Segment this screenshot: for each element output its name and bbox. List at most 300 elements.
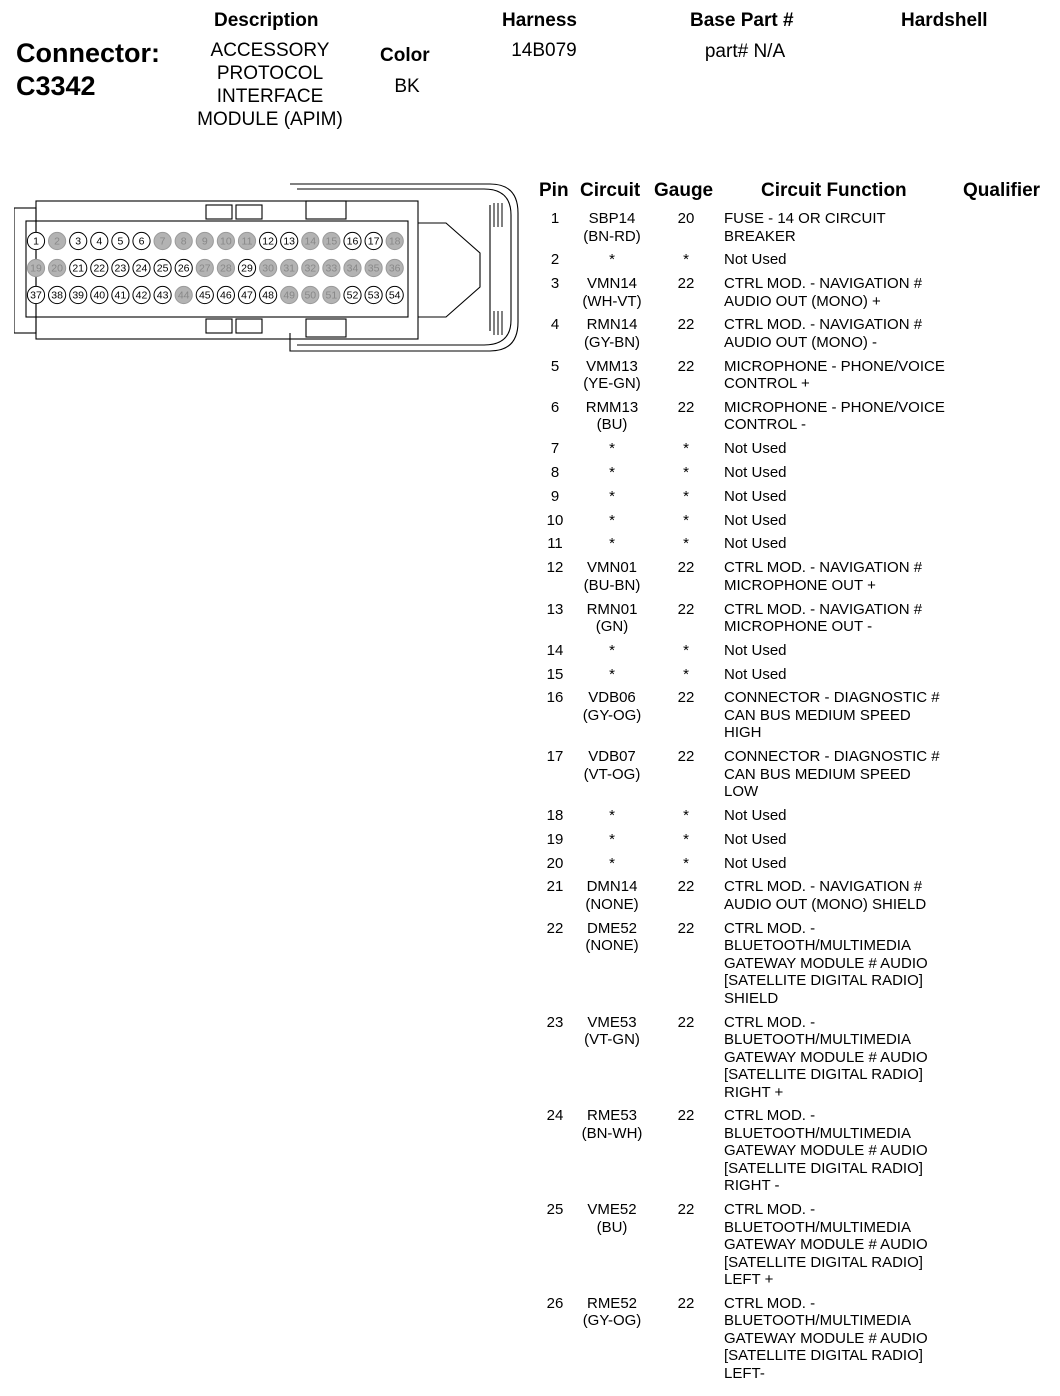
circuit-function: Not Used [724,251,787,269]
circuit-function: CTRL MOD. - NAVIGATION # AUDIO OUT (MONO) SHIELD [724,878,927,913]
circuit-function: CTRL MOD. - NAVIGATION # MICROPHONE OUT + [724,559,923,594]
pin-label: 9 [201,235,208,248]
pin-number: 15 [546,665,564,683]
gauge-cell: * [683,830,689,848]
wire-color: (BN-WH) [581,1124,643,1142]
bottom-slot [236,319,262,333]
pin-number: 1 [550,210,560,227]
pin-number: 19 [546,830,564,848]
gauge-cell: 22 [677,316,695,334]
pin-label: 11 [241,235,253,248]
gauge-cell: * [683,807,689,825]
gauge-cell: 22 [677,919,695,937]
table-row [536,210,1060,245]
wire-color: (GY-BN) [583,333,641,351]
table-row [536,440,1060,458]
connector-pin [302,286,319,303]
latch-wedge [418,223,480,317]
connector-pin [154,286,171,303]
gauge-cell: * [683,535,689,553]
connector-label: Connector: [16,38,160,68]
circuit-code: RMN01 [586,600,638,618]
gauge-cell: * [683,251,689,269]
pin-label: 19 [30,262,42,275]
circuit-code: * [609,854,615,872]
pin-label: 7 [159,235,166,248]
pin-label: 44 [177,289,190,302]
connector-pin [323,232,340,249]
circuit-code: RME52 [586,1294,638,1312]
pin-number: 10 [546,511,564,529]
circuit-cell [574,1295,650,1330]
circuit-function: CONNECTOR - DIAGNOSTIC # CAN BUS MEDIUM SPEED LOW [724,748,940,801]
connector-pin [154,259,171,276]
pin-label: 6 [138,235,145,248]
connector-pin [365,232,382,249]
gauge-cell: 22 [677,1107,695,1125]
base-part-header: Base Part # [690,10,794,31]
pin-label: 8 [180,235,187,248]
connector-pin [91,259,108,276]
circuit-function: Not Used [724,487,787,505]
base-part-value: part# N/A [704,41,786,62]
circuit-function: CTRL MOD. - BLUETOOTH/MULTIMEDIA GATEWAY MODULE # AUDIO [SATELLITE DIGITAL RADIO] SHIELD [724,919,928,1007]
pin-number: 24 [546,1107,564,1125]
connector-pin [27,259,44,276]
connector-pin [217,259,234,276]
pin-label: 31 [283,262,296,275]
circuit-cell [574,666,650,684]
wire-color: (GY-OG) [582,1312,642,1330]
circuit-code: DMN14 [586,878,638,896]
bottom-slot [306,319,346,337]
pin-label: 43 [156,289,169,302]
gauge-cell: * [683,487,689,505]
connector-face-diagram [14,183,524,355]
connector-pin [154,232,171,249]
pin-label: 1 [33,235,39,248]
circuit-code: * [609,535,615,553]
circuit-cell [574,358,650,393]
wire-color: (BU-BN) [583,576,641,594]
gauge-cell: 22 [677,275,695,293]
pin-grid [27,232,403,303]
connector-pin [238,286,255,303]
connector-pin [112,232,129,249]
circuit-function: FUSE - 14 OR CIRCUIT BREAKER [724,210,886,245]
circuit-cell [574,559,650,594]
table-row [536,855,1060,873]
pin-number: 26 [546,1294,564,1312]
pin-number: 17 [546,748,564,766]
circuit-code: * [609,251,615,269]
bottom-slot [206,319,232,333]
connector-id: C3342 [16,71,96,101]
connector-pin [27,232,44,249]
table-row [536,535,1060,553]
circuit-code: VME53 [587,1013,637,1031]
circuit-cell [574,601,650,636]
pin-rows [536,210,1060,1389]
description-line: ACCESSORY [210,40,330,61]
gauge-cell: 22 [677,559,695,577]
circuit-cell [574,1201,650,1236]
circuit-cell [574,275,650,310]
connector-pin [91,232,108,249]
pin-label: 23 [114,262,127,275]
connector-pin [386,286,403,303]
circuit-cell [574,689,650,724]
pin-label: 47 [241,289,253,302]
pin-label: 5 [117,235,124,248]
circuit-cell [574,1014,650,1049]
circuit-cell [574,748,650,783]
circuit-cell [574,251,650,269]
table-row [536,642,1060,660]
description-header: Description [214,10,319,31]
gauge-cell: * [683,511,689,529]
connector-pin [70,232,87,249]
circuit-code: VDB07 [588,748,636,766]
gauge-cell: 22 [677,748,695,766]
circuit-code: VDB06 [588,689,636,707]
pin-label: 52 [346,289,359,302]
gauge-cell: 22 [677,600,695,618]
circuit-function: Not Used [724,641,787,659]
connector-pin [112,286,129,303]
circuit-cell [574,807,650,825]
circuit-cell [574,878,650,913]
gauge-cell: * [683,665,689,683]
pin-label: 28 [220,262,232,275]
circuit-function: CTRL MOD. - BLUETOOTH/MULTIMEDIA GATEWAY MODULE # AUDIO [SATELLITE DIGITAL RADIO] LEFT + [724,1201,928,1289]
pin-number: 14 [546,641,564,659]
circuit-code: * [609,665,615,683]
pin-label: 24 [135,262,148,275]
table-row [536,1201,1060,1289]
pin-number: 23 [546,1013,564,1031]
pin-label: 22 [93,262,106,275]
circuit-function: Not Used [724,511,787,529]
pin-label: 29 [241,262,253,275]
circuit-function: Not Used [724,807,787,825]
circuit-function: CTRL MOD. - BLUETOOTH/MULTIMEDIA GATEWAY MODULE # AUDIO [SATELLITE DIGITAL RADIO] LEFT- [724,1294,928,1382]
table-row [536,358,1060,393]
top-slot [236,205,262,219]
gauge-cell: 22 [677,357,695,375]
connector-pin [260,286,277,303]
pin-number: 18 [546,807,564,825]
table-row [536,488,1060,506]
circuit-cell [574,855,650,873]
table-row [536,831,1060,849]
connector-pin [175,232,192,249]
connector-pin [196,286,213,303]
connector-pin [196,232,213,249]
circuit-function: MICROPHONE - PHONE/VOICE CONTROL + [724,357,945,393]
pin-label: 14 [304,235,317,248]
connector-pin [91,286,108,303]
circuit-cell [574,399,650,434]
pin-label: 40 [93,289,106,302]
harness-header: Harness [502,10,577,31]
wire-color: (WH-VT) [582,292,642,310]
pin-number: 11 [547,535,563,553]
circuit-code: VME52 [587,1201,637,1219]
connector-pin [238,232,255,249]
connector-pin [260,259,277,276]
table-row [536,559,1060,594]
pin-number: 7 [550,440,560,458]
circuit-code: * [609,440,615,458]
pin-number: 22 [546,919,564,937]
circuit-cell [574,316,650,351]
table-row [536,316,1060,351]
connector-pin [323,259,340,276]
circuit-code: SBP14 [588,210,636,227]
circuit-function: Not Used [724,440,787,458]
wire-color: (BN-RD) [583,227,641,245]
wire-color: (BU) [596,1218,628,1236]
connector-pin [365,259,382,276]
harness-value: 14B079 [511,40,577,61]
pin-label: 45 [198,289,211,302]
pin-label: 3 [75,235,82,248]
connector-pin [344,286,361,303]
circuit-cell [574,831,650,849]
pin-number: 13 [546,600,564,618]
pin-number: 12 [546,559,564,577]
circuit-code: * [609,511,615,529]
connector-pin [70,259,87,276]
gauge-cell: 22 [677,878,695,896]
side-ribs [494,203,502,335]
gauge-cell: * [683,641,689,659]
table-row [536,275,1060,310]
pin-label: 50 [304,289,317,302]
pin-label: 26 [177,262,190,275]
pin-label: 39 [72,289,85,302]
qualifier-column-header: Qualifier [963,180,1041,201]
pin-label: 36 [388,262,401,275]
pin-label: 4 [96,235,103,248]
circuit-cell [574,512,650,530]
gauge-cell: 22 [677,1013,695,1031]
circuit-cell [574,464,650,482]
connector-pin [386,232,403,249]
table-row [536,878,1060,913]
color-value: BK [394,76,420,97]
wire-color: (NONE) [585,937,639,955]
description-line: MODULE (APIM) [197,109,343,130]
connector-pin [281,259,298,276]
circuit-function: Not Used [724,854,787,872]
circuit-cell [574,642,650,660]
connector-pin [175,286,192,303]
pin-label: 18 [388,235,401,248]
table-row [536,689,1060,742]
hardshell-header: Hardshell [901,10,988,31]
circuit-function: Not Used [724,464,787,482]
gauge-cell: 22 [677,398,695,416]
circuit-cell [574,210,650,245]
connector-pin [133,232,150,249]
pin-label: 10 [220,235,232,248]
pin-label: 16 [346,235,359,248]
circuit-function: Not Used [724,830,787,848]
connector-pin [260,232,277,249]
pin-label: 21 [72,262,85,275]
circuit-cell [574,488,650,506]
pin-number: 21 [546,878,564,896]
wire-color: (GY-OG) [582,706,642,724]
pin-label: 53 [367,289,380,302]
pin-label: 51 [325,289,338,302]
pin-label: 54 [388,289,401,302]
circuit-function: CTRL MOD. - NAVIGATION # MICROPHONE OUT - [724,600,923,636]
table-row [536,512,1060,530]
circuit-function: Not Used [724,535,787,553]
pin-number: 4 [550,316,560,334]
description-line: INTERFACE [216,86,324,107]
description-line: PROTOCOL [216,63,324,84]
pin-number: 2 [550,251,560,269]
gauge-column-header: Gauge [654,180,714,201]
connector-pin [112,259,129,276]
gauge-cell: 22 [677,1294,695,1312]
circuit-code: * [609,487,615,505]
table-row [536,251,1060,269]
table-row [536,666,1060,684]
table-row [536,1107,1060,1195]
circuit-function: CONNECTOR - DIAGNOSTIC # CAN BUS MEDIUM SPEED HIGH [724,689,940,742]
pin-label: 35 [367,262,380,275]
circuit-code: RME53 [586,1107,638,1125]
connector-pin [386,259,403,276]
description-value [180,39,360,131]
table-row [536,399,1060,434]
connector-pin [49,286,66,303]
circuit-cell [574,440,650,458]
table-row [536,807,1060,825]
top-slot [306,201,346,219]
circuit-code: VMN14 [586,275,638,293]
circuit-code: * [609,807,615,825]
pin-label: 15 [325,235,338,248]
connector-pin [175,259,192,276]
pin-label: 34 [346,262,359,275]
pin-label: 27 [198,262,211,275]
pin-label: 42 [135,289,148,302]
pin-number: 3 [550,275,560,293]
connector-pin [27,286,44,303]
pin-number: 20 [546,854,564,872]
circuit-cell [574,920,650,955]
connector-pin [344,259,361,276]
circuit-function: MICROPHONE - PHONE/VOICE CONTROL - [724,398,945,434]
pin-number: 16 [546,689,564,707]
circuit-function: CTRL MOD. - NAVIGATION # AUDIO OUT (MONO) + [724,275,923,310]
pin-label: 30 [262,262,274,275]
color-header: Color [380,45,430,66]
pin-label: 32 [304,262,317,275]
table-row [536,464,1060,482]
table-row [536,1295,1060,1383]
connector-pin [133,259,150,276]
connector-pin [238,259,255,276]
gauge-cell: 20 [677,210,695,227]
connector-pin [365,286,382,303]
circuit-code: RMN14 [586,316,638,334]
connector-pin [49,259,66,276]
gauge-cell: * [683,854,689,872]
connector-pin [196,259,213,276]
circuit-function: CTRL MOD. - BLUETOOTH/MULTIMEDIA GATEWAY MODULE # AUDIO [SATELLITE DIGITAL RADIO] RIGHT + [724,1013,928,1101]
pin-label: 33 [325,262,338,275]
circuit-code: * [609,830,615,848]
pin-label: 37 [30,289,42,302]
circuit-code: * [609,641,615,659]
connector-pin [217,232,234,249]
circuit-function: CTRL MOD. - BLUETOOTH/MULTIMEDIA GATEWAY MODULE # AUDIO [SATELLITE DIGITAL RADIO] RIGHT - [724,1107,928,1195]
pin-number: 8 [550,464,560,482]
circuit-code: VMN01 [586,559,638,577]
connector-pin [302,259,319,276]
circuit-code: VMM13 [586,357,638,375]
circuit-cell [574,535,650,553]
table-row [536,601,1060,636]
circuit-cell [574,1107,650,1142]
connector-pin [281,286,298,303]
connector-pin [281,232,298,249]
pin-number: 6 [550,398,560,416]
gauge-cell: * [683,464,689,482]
top-slot [206,205,232,219]
connector-pin [133,286,150,303]
gauge-cell: * [683,440,689,458]
connector-pin [49,232,66,249]
circuit-code: RMM13 [585,398,639,416]
connector-pin [70,286,87,303]
pin-number: 5 [550,357,560,375]
circuit-function: Not Used [724,665,787,683]
pin-label: 46 [220,289,232,302]
pin-label: 13 [283,235,296,248]
pin-label: 2 [54,235,61,248]
wire-color: (NONE) [585,895,639,913]
circuit-code: DME52 [586,919,638,937]
wire-color: (VT-OG) [583,765,641,783]
table-row [536,920,1060,1008]
wire-color: (VT-GN) [584,1031,640,1049]
pin-column-header: Pin [539,180,569,201]
table-row [536,748,1060,801]
gauge-cell: 22 [677,689,695,707]
wire-color: (BU) [596,416,628,434]
connector-title [16,37,160,103]
connector-pin [344,232,361,249]
wire-color: (YE-GN) [583,375,641,393]
function-column-header: Circuit Function [761,180,907,201]
wire-color: (GN) [595,618,629,636]
gauge-cell: 22 [677,1201,695,1219]
pin-number: 25 [546,1201,564,1219]
connector-pin [302,232,319,249]
pin-label: 12 [262,235,274,248]
pin-label: 38 [51,289,63,302]
circuit-function: CTRL MOD. - NAVIGATION # AUDIO OUT (MONO) - [724,316,923,351]
pin-number: 9 [550,487,560,505]
